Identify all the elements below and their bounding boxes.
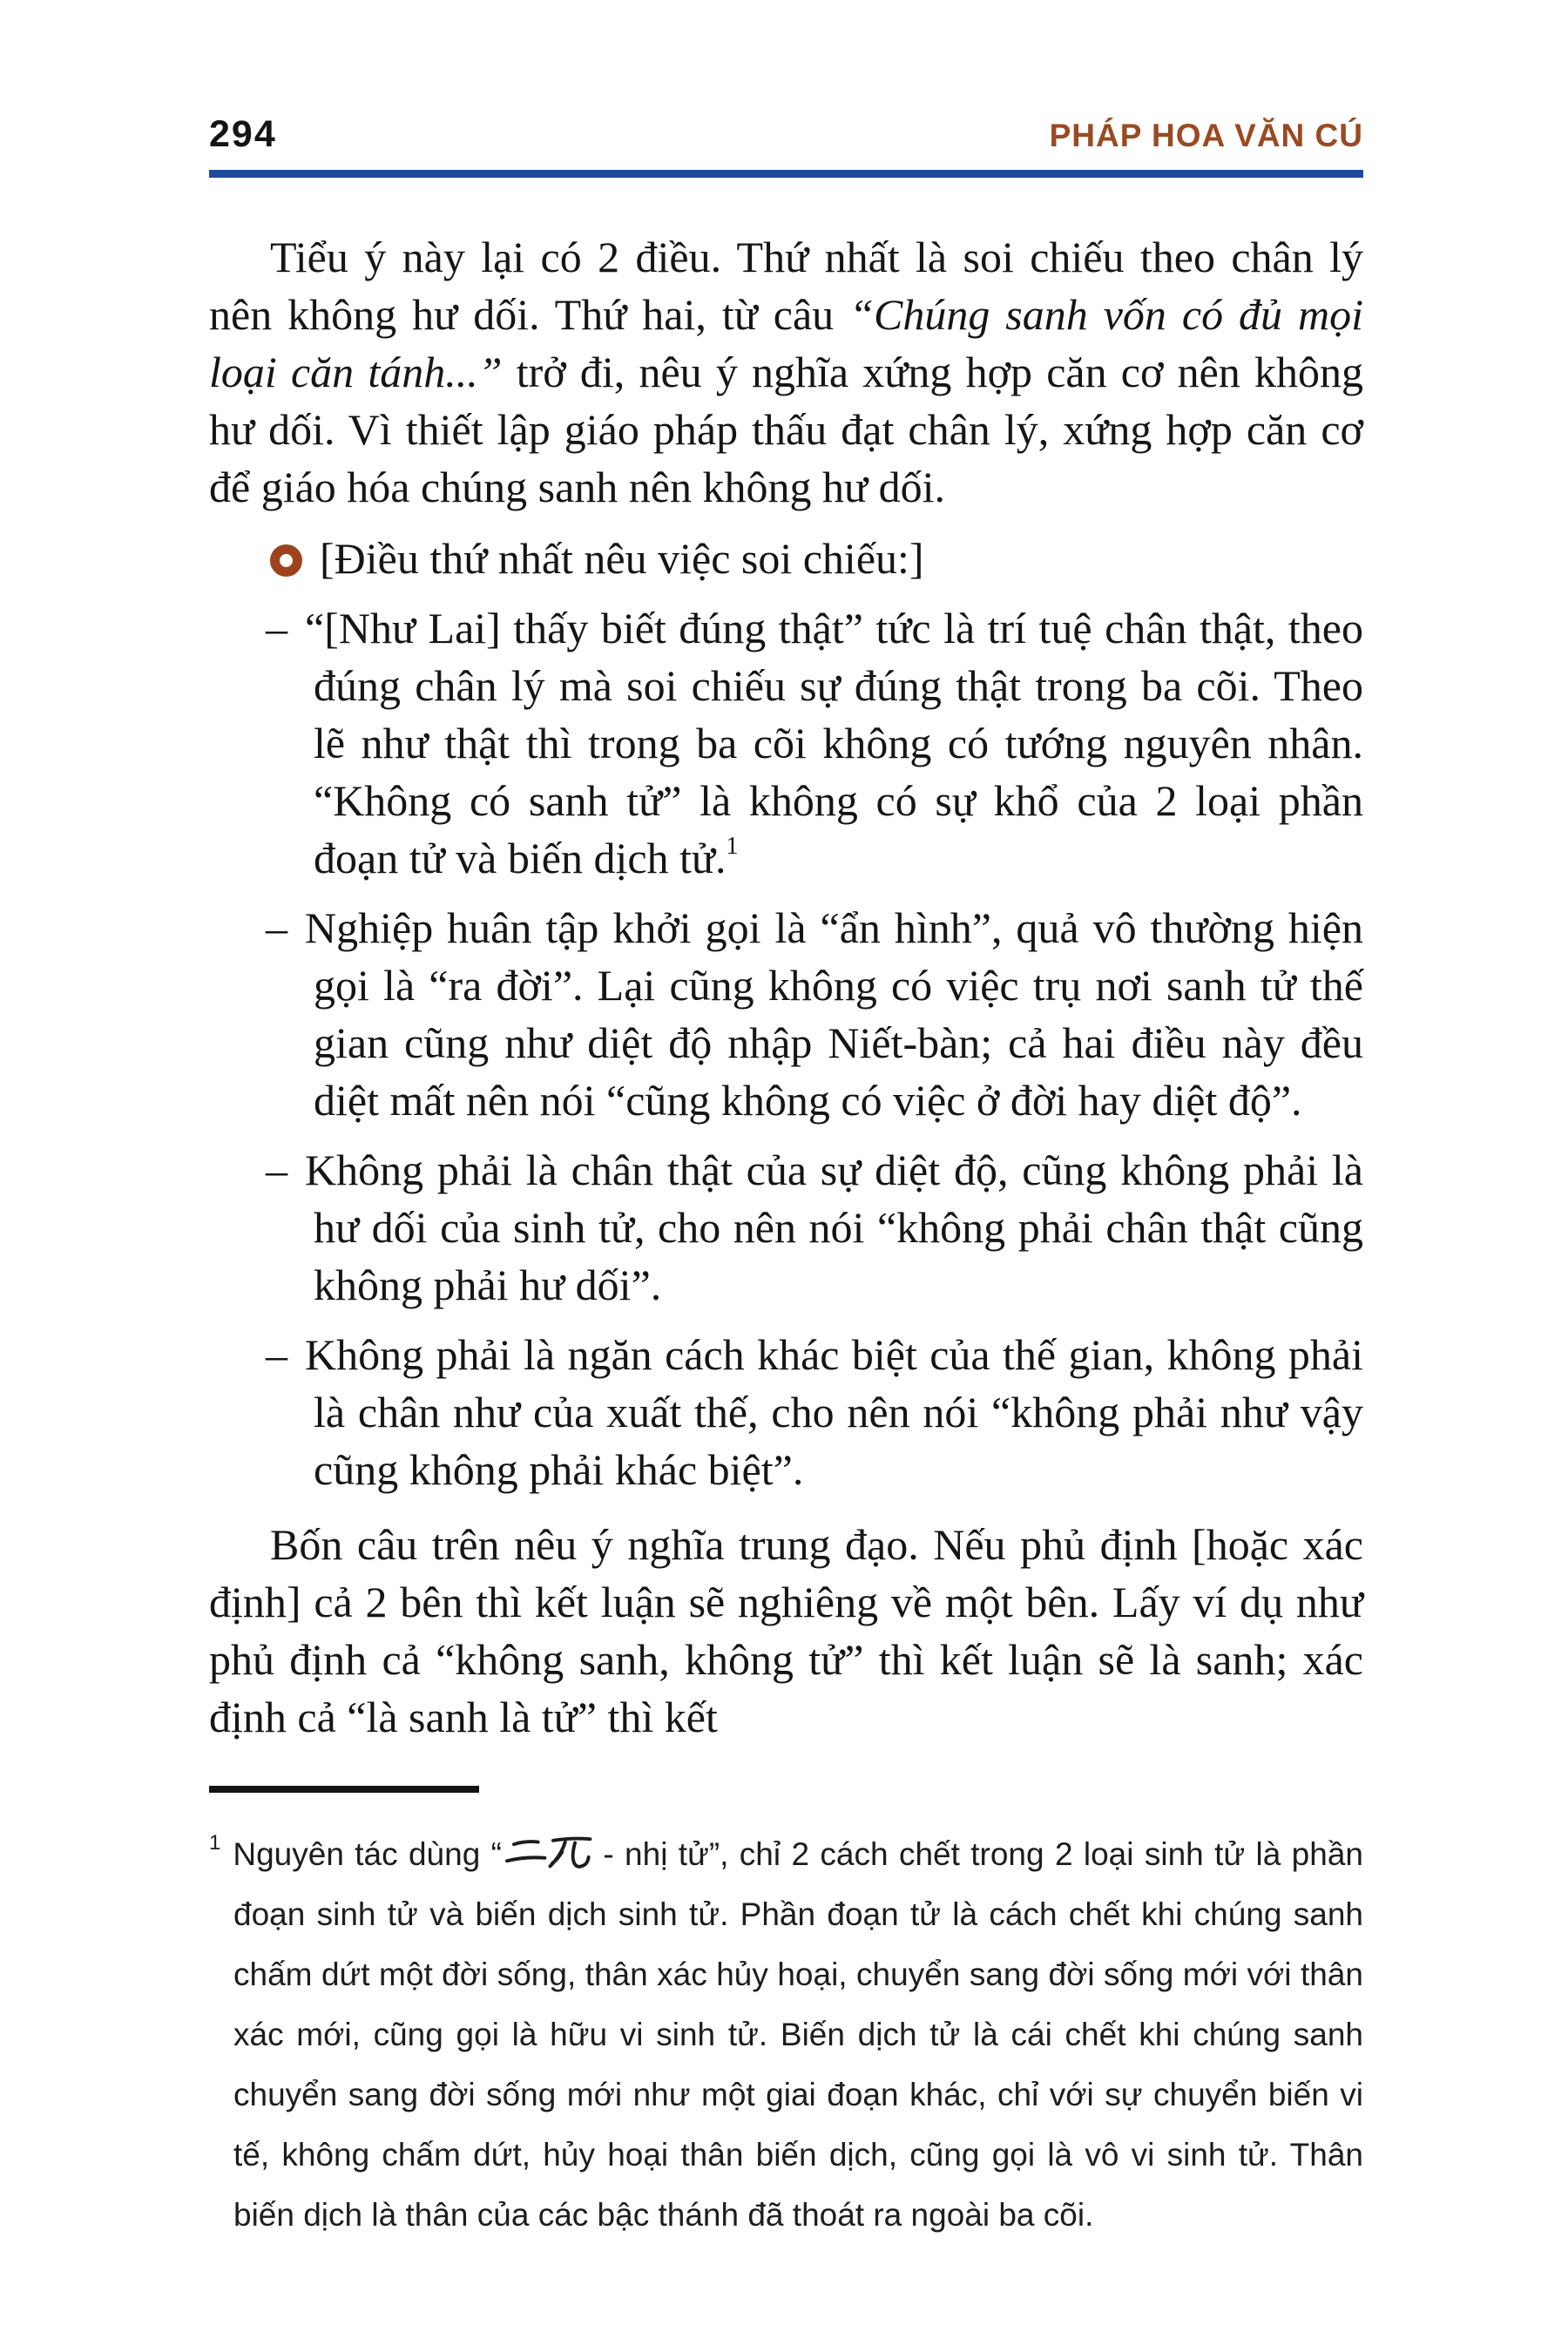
paragraph-1-text: Tiểu ý này lại có 2 điều. Thứ nhất là soi chiếu theo chân lý nên không hư dối. Thứ hai, từ câu xyxy=(209,233,1363,339)
bullet-heading-text: [Điều thứ nhất nêu việc soi chiếu:] xyxy=(320,534,924,583)
list-item-4 xyxy=(209,1326,1363,1498)
dash-marker: – xyxy=(266,1146,287,1194)
paragraph-1-quote-italic: “Chúng sanh vốn có đủ mọi loại căn tánh...” xyxy=(209,290,1364,396)
cjk-nhi-tu-glyph xyxy=(502,1832,592,1870)
list-item-4-text: Không phải là ngăn cách khác biệt của thế gian, không phải là chân như của xuất thế, cho nên nói “không phải như vậy cũng không phải khác biệt”. xyxy=(305,1330,1363,1494)
dash-marker: – xyxy=(266,1330,287,1379)
body-text xyxy=(209,228,1363,1746)
header-rule xyxy=(209,170,1363,178)
bullet-heading-line xyxy=(270,530,1363,587)
footnote-text-after: - nhị tử”, chỉ 2 cách chết trong 2 loại sinh tử là phần đoạn sinh tử và biến dịch sinh tử. Phần đoạn tử là cách chết khi chúng sanh chấm dứt một đời sống, thân xác hủy hoại, chuyển sang đời sống mới với thân xác mới, cũng gọi là hữu vi sinh tử. Biến dịch tử là cái chết khi chúng sanh chuyển sang đời sống mới như một giai đoạn khác, chỉ với sự chuyển biến vi tế, không chấm dứt, hủy hoại thân biến dịch, cũng gọi là vô vi sinh tử. Thân biến dịch là thân của các bậc thánh đã thoát ra ngoài ba cõi. xyxy=(233,1836,1363,2233)
footnote-marker: 1 xyxy=(209,1831,221,1855)
footnote xyxy=(209,1824,1363,2245)
dash-marker: – xyxy=(266,604,287,652)
footnote-reference: 1 xyxy=(726,833,739,860)
list-item-2-text: Nghiệp huân tập khởi gọi là “ẩn hình”, quả vô thường hiện gọi là “ra đời”. Lại cũng không có việc trụ nơi sanh tử thế gian cũng như diệt độ nhập Niết-bàn; cả hai điều này đều diệt mất nên nói “cũng không có việc ở đời hay diệt độ”. xyxy=(305,903,1363,1125)
list-item-3 xyxy=(209,1141,1363,1314)
list-item-1 xyxy=(209,599,1363,887)
page-header xyxy=(209,113,1363,156)
paragraph-1-text-after: trở đi, nêu ý nghĩa xứng hợp căn cơ nên không hư dối. Vì thiết lập giáo pháp thấu đạt chân lý, xứng hợp căn cơ để giáo hóa chúng sanh nên không hư dối. xyxy=(209,348,1363,511)
paragraph-1 xyxy=(209,228,1363,516)
footnote-text-before: Nguyên tác dùng “ xyxy=(233,1836,502,1872)
running-title: PHÁP HOA VĂN CÚ xyxy=(1049,118,1363,153)
footnote-rule xyxy=(209,1786,479,1793)
page-number: 294 xyxy=(209,113,277,155)
list-item-2 xyxy=(209,899,1363,1129)
paragraph-2: Bốn câu trên nêu ý nghĩa trung đạo. Nếu phủ định [hoặc xác định] cả 2 bên thì kết luận sẽ nghiêng về một bên. Lấy ví dụ như phủ định cả “không sanh, không tử” thì kết luận sẽ là sanh; xác định cả “là sanh là tử” thì kết xyxy=(209,1520,1363,1741)
ring-bullet-icon xyxy=(270,544,302,577)
dash-marker: – xyxy=(266,903,287,952)
list-item-1-text: “[Như Lai] thấy biết đúng thật” tức là trí tuệ chân thật, theo đúng chân lý mà soi chiếu sự đúng thật trong ba cõi. Theo lẽ như thật thì trong ba cõi không có tướng nguyên nhân. “Không có sanh tử” là không có sự khổ của 2 loại phần đoạn tử và biến dịch tử. xyxy=(305,604,1363,882)
list-item-3-text: Không phải là chân thật của sự diệt độ, cũng không phải là hư dối của sinh tử, cho nên nói “không phải chân thật cũng không phải hư dối”. xyxy=(305,1146,1363,1309)
